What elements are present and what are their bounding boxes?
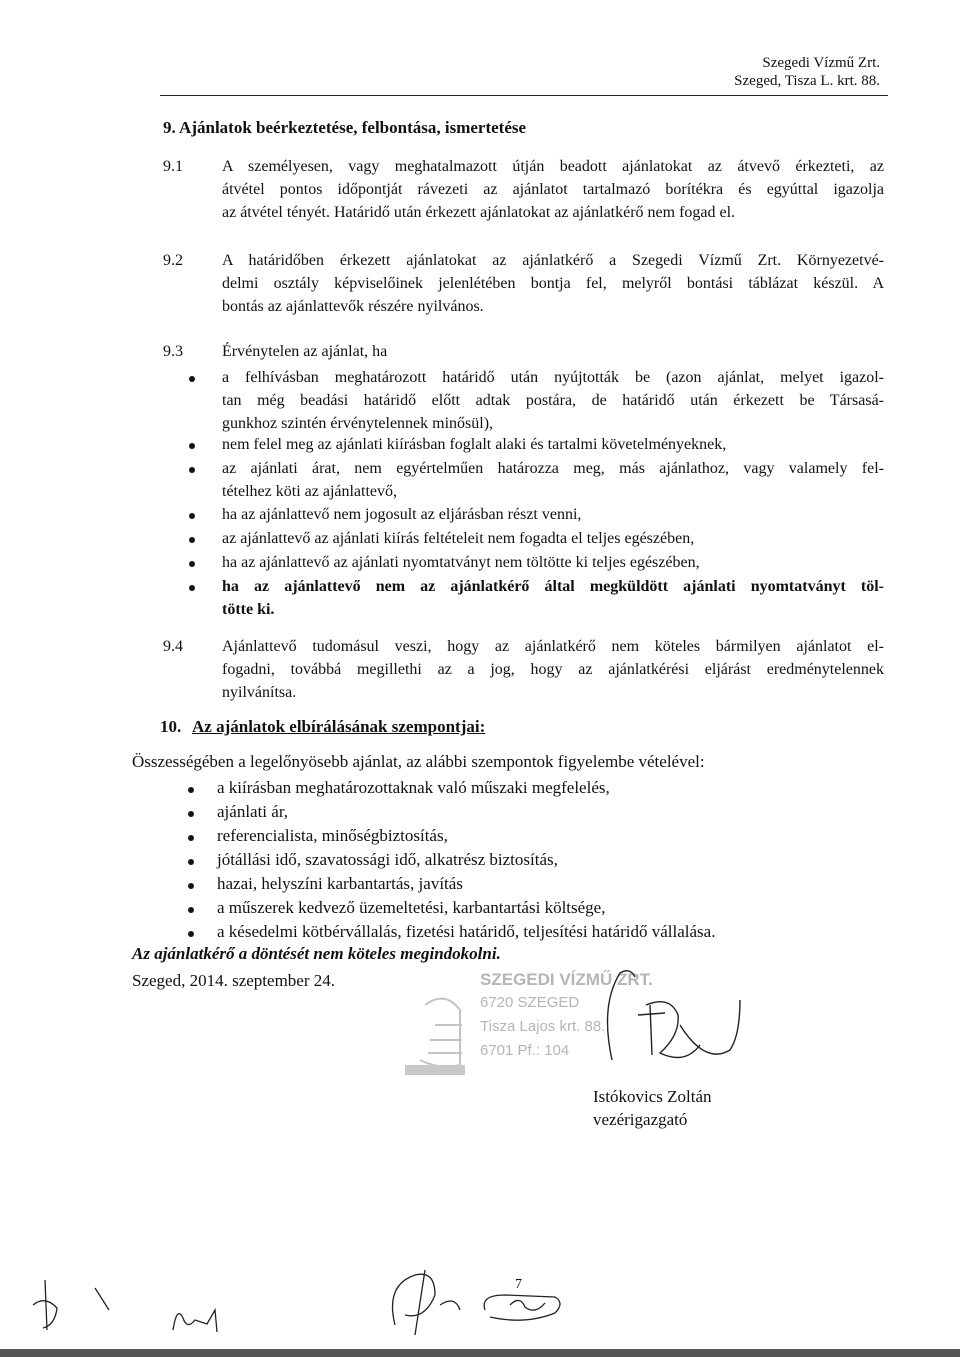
criterion-6: a műszerek kedvező üzemeltetési, karbantartási költsége, (217, 898, 606, 917)
director-signature (590, 965, 750, 1075)
invalid-item-5-line-1: az ajánlattevő az ajánlati kiírás feltételeit nem fogadta el teljes egészében, (222, 530, 695, 547)
bullet-dot (188, 811, 194, 817)
bullet-dot (188, 859, 194, 865)
scan-bottom-edge (0, 1349, 960, 1357)
stamp-line-3: Tisza Lajos krt. 88. (480, 1018, 606, 1035)
para-9-2-number: 9.2 (163, 252, 183, 269)
invalid-item-6-line-1: ha az ajánlattevő az ajánlati nyomtatványt nem töltötte ki teljes egészében, (222, 554, 700, 571)
signer-name: Istókovics Zoltán (593, 1087, 712, 1106)
para-9-4-line-2: fogadni, továbbá megillethi az a jog, hogy az ajánlatkérési eljárást eredménytelennek (222, 661, 884, 678)
para-9-4-line-1: Ajánlattevő tudomásul veszi, hogy az ajánlatkérő nem köteles bármilyen ajánlatot el- (222, 638, 884, 655)
criterion-4: jótállási idő, szavatossági idő, alkatrész biztosítás, (217, 850, 558, 869)
section-10-title: Az ajánlatok elbírálásának szempontjai: (192, 717, 486, 736)
invalid-item-3-line-1: az ajánlati árat, nem egyértelműen határozza meg, más ajánlathoz, vagy valamely fel- (222, 460, 884, 477)
para-9-3-intro: Érvénytelen az ajánlat, ha (222, 343, 388, 360)
criterion-7: a késedelmi kötbérvállalás, fizetési határidő, teljesítési határidő vállalása. (217, 922, 716, 941)
initials-mark-3 (385, 1265, 575, 1345)
criterion-5: hazai, helyszíni karbantartás, javítás (217, 874, 463, 893)
criterion-1: a kiírásban meghatározottaknak való műszaki megfelelés, (217, 778, 610, 797)
bullet-dot (189, 561, 195, 567)
section-10-intro: Összességében a legelőnyösebb ajánlat, az alábbi szempontok figyelembe vételével: (132, 752, 705, 771)
decision-note: Az ajánlatkérő a döntését nem köteles megindokolni. (132, 944, 501, 963)
para-9-2-line-3: bontás az ajánlattevők részére nyilvános. (222, 298, 484, 315)
bullet-dot (188, 835, 194, 841)
para-9-4-line-3: nyilvánítsa. (222, 684, 297, 701)
invalid-item-7-line-2: tötte ki. (222, 601, 275, 618)
criterion-3: referencialista, minőségbiztosítás, (217, 826, 448, 845)
invalid-item-7-line-1: ha az ajánlattevő nem az ajánlatkérő által megküldött ajánlati nyomtatványt töl- (222, 578, 884, 595)
stamp-line-4: 6701 Pf.: 104 (480, 1042, 570, 1059)
invalid-item-2-line-1: nem felel meg az ajánlati kiírásban foglalt alaki és tartalmi követelményeknek, (222, 436, 727, 453)
para-9-3-number: 9.3 (163, 343, 183, 360)
header-address: Szeged, Tisza L. krt. 88. (734, 73, 880, 89)
para-9-1-line-2: átvétel pontos időpontját rávezeti az ajánlatot tartalmazó borítékra és egyúttal igazolja (222, 181, 884, 198)
section-10-number: 10. (160, 717, 182, 736)
section-9-title: 9. Ajánlatok beérkeztetése, felbontása, ismertetése (163, 118, 527, 137)
para-9-1-line-3: az átvétel tényét. Határidő után érkezett ajánlatokat az ajánlatkérő nem fogad el. (222, 204, 736, 221)
bullet-dot (188, 787, 194, 793)
initials-mark-2 (165, 1290, 235, 1340)
para-9-2-line-1: A határidőben érkezett ajánlatokat az ajánlatkérő a Szegedi Vízmű Zrt. Környezetvé- (222, 252, 884, 269)
bullet-dot (189, 467, 195, 473)
signer-title: vezérigazgató (593, 1110, 688, 1129)
invalid-item-1-line-2: tan még beadási határidő előtt adtak postára, de határidő után érkezett be Társasá- (222, 392, 884, 409)
para-9-1-number: 9.1 (163, 158, 183, 175)
bullet-dot (188, 931, 194, 937)
initials-mark-1 (25, 1270, 115, 1340)
criterion-2: ajánlati ár, (217, 802, 289, 821)
invalid-item-4-line-1: ha az ajánlattevő nem jogosult az eljárásban részt venni, (222, 506, 582, 523)
invalid-item-1-line-1: a felhívásban meghatározott határidő után nyújtották be (azon ajánlat, melyet igazol- (222, 369, 884, 386)
invalid-item-3-line-2: tételhez köti az ajánlattevő, (222, 483, 398, 500)
bullet-dot (188, 883, 194, 889)
bullet-dot (188, 907, 194, 913)
para-9-1-line-1: A személyesen, vagy meghatalmazott útján beadott ajánlatokat az átvevő érkezteti, az (222, 158, 884, 175)
bullet-dot (189, 513, 195, 519)
bullet-dot (189, 537, 195, 543)
stamp-line-2: 6720 SZEGED (480, 994, 580, 1011)
page-number: 7 (515, 1277, 522, 1292)
bullet-dot (189, 443, 195, 449)
document-date: Szeged, 2014. szeptember 24. (132, 971, 335, 990)
header-rule (160, 95, 888, 96)
para-9-4-number: 9.4 (163, 638, 183, 655)
bullet-dot (189, 376, 195, 382)
header-company: Szegedi Vízmű Zrt. (762, 55, 880, 71)
invalid-item-1-line-3: gunkhoz szintén érvénytelennek minősül), (222, 415, 494, 432)
stamp-line-1: SZEGEDI VÍZMŰ ZRT. (480, 970, 653, 989)
bullet-dot (189, 585, 195, 591)
para-9-2-line-2: delmi osztály képviselőinek jelenlétében bontja fel, melyről bontási táblázat készül. A (222, 275, 884, 292)
